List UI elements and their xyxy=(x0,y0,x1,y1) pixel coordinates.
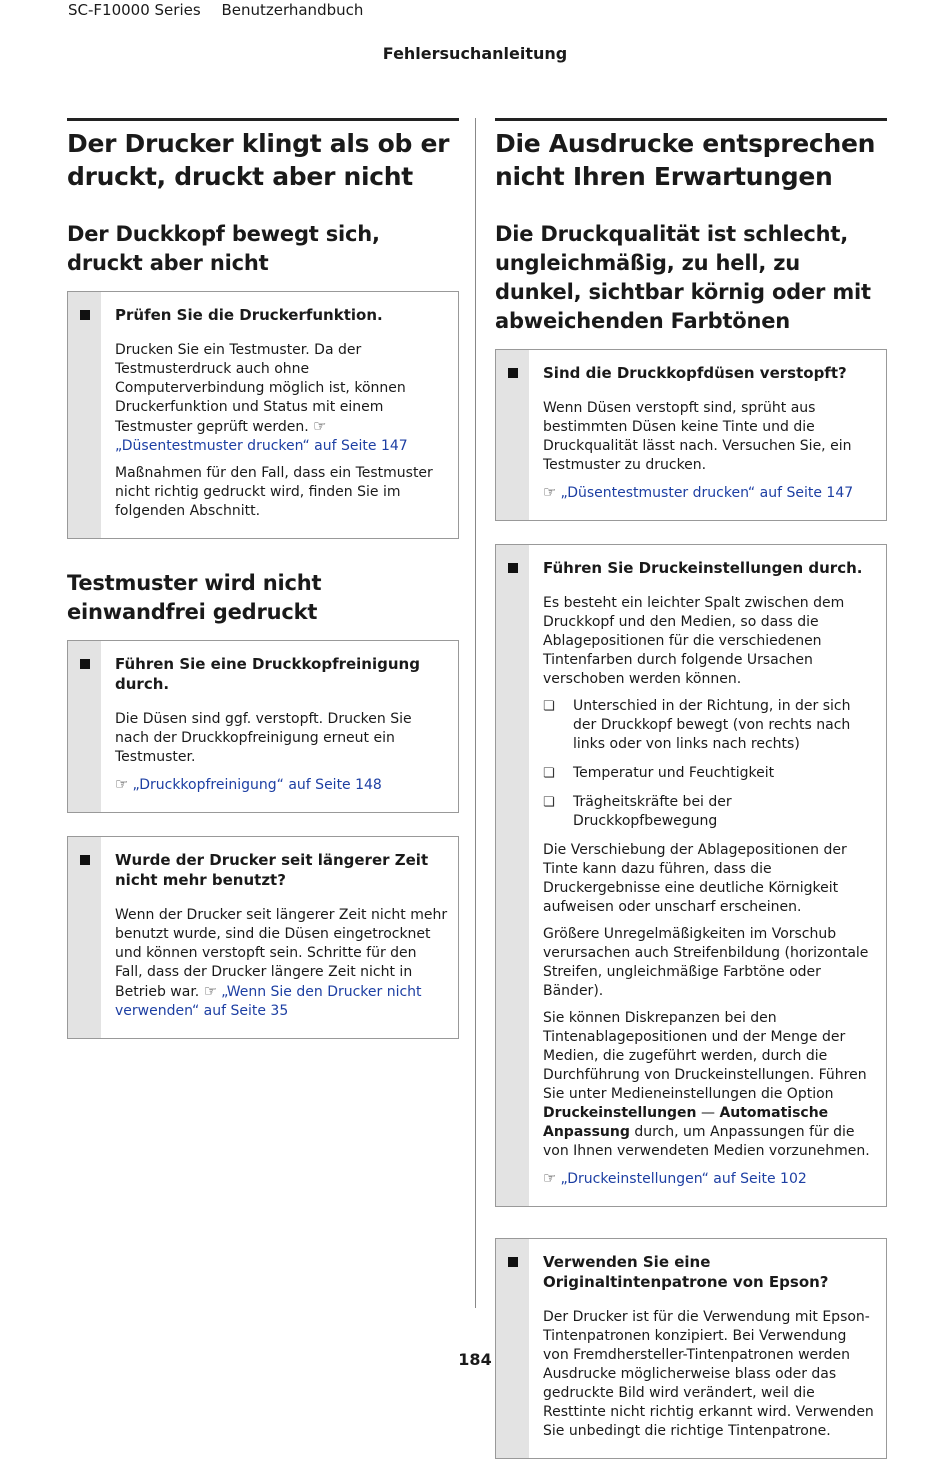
box-question: Führen Sie eine Druckkopfreinigung durch. xyxy=(115,655,420,693)
link-print-adjustments[interactable]: „Druckeinstellungen“ auf Seite 102 xyxy=(560,1171,807,1187)
box-question: Wurde der Drucker seit längerer Zeit nicht mehr benutzt? xyxy=(115,851,429,889)
bullet-item: ❏ Unterschied in der Richtung, in der sich der Druckkopf bewegt (von rechts nach links oder von links nach rechts) xyxy=(543,698,851,752)
check-box-nozzles-clogged xyxy=(495,349,887,521)
check-box-original-ink xyxy=(495,1238,887,1459)
black-square-icon xyxy=(80,310,90,320)
box-question: Verwenden Sie eine Originaltintenpatrone von Epson? xyxy=(543,1253,829,1291)
box-link-line xyxy=(543,483,876,503)
pointing-hand-icon: ☞ xyxy=(313,417,327,435)
link-nozzle-check[interactable]: „Düsentestmuster drucken“ auf Seite 147 xyxy=(115,438,408,454)
left-column xyxy=(67,118,459,1039)
black-square-icon xyxy=(80,855,90,865)
link-not-using-printer[interactable]: „Wenn Sie den Drucker nicht verwenden“ auf Seite 35 xyxy=(115,984,422,1019)
pointing-hand-icon: ☞ xyxy=(203,982,218,1000)
section-title: Fehlersuchanleitung xyxy=(382,44,568,63)
subheading-head-moves: Der Duckkopf bewegt sich, druckt aber nicht xyxy=(67,222,380,275)
box-link-line xyxy=(543,1169,876,1189)
right-column xyxy=(495,118,887,1459)
column-divider xyxy=(475,118,476,1308)
page-number: 184 xyxy=(458,1350,492,1369)
box-question: Führen Sie Druckeinstellungen durch. xyxy=(543,559,863,577)
pointing-hand-icon: ☞ xyxy=(543,483,557,501)
right-heading: Die Ausdrucke entsprechen nicht Ihren Erwartungen xyxy=(495,118,887,193)
checkbox-icon: ❏ xyxy=(543,766,555,781)
box-paragraph: Maßnahmen für den Fall, dass ein Testmuster nicht richtig gedruckt wird, finden Sie im folgenden Abschnitt. xyxy=(115,465,433,519)
link-head-cleaning[interactable]: „Druckkopfreinigung“ auf Seite 148 xyxy=(132,777,382,793)
black-square-icon xyxy=(508,563,518,573)
bullet-item: ❏ Trägheitskräfte bei der Druckkopfbewegung xyxy=(543,794,732,829)
black-square-icon xyxy=(508,1257,518,1267)
black-square-icon xyxy=(80,659,90,669)
box-link-line xyxy=(115,775,448,795)
checkbox-icon: ❏ xyxy=(543,795,555,810)
link-nozzle-check[interactable]: „Düsentestmuster drucken“ auf Seite 147 xyxy=(560,485,854,501)
check-box-printer-function xyxy=(67,291,459,539)
box-paragraph: Drucken Sie ein Testmuster. Da der Testmusterdruck auch ohne Computerverbindung möglich ist, können Druckerfunktion und Status mit einem Testmuster geprüft werden. ☞„Düsentestmuster drucken“ auf Seite 147 xyxy=(115,342,408,454)
check-box-head-cleaning xyxy=(67,640,459,813)
running-header xyxy=(68,0,363,20)
pointing-hand-icon: ☞ xyxy=(115,775,129,793)
box-paragraph: Sie können Diskrepanzen bei den Tintenablagepositionen und der Menge der Medien, die zugeführt werden, durch die Durchführung von Druckeinstellungen. Führen Sie unter Medieneinstellungen die Option Druckeinstellungen — Automatische Anpassung durch, um Anpassungen für die von Ihnen verwendeten Medien vorzunehmen. xyxy=(543,1010,870,1159)
checkbox-icon: ❏ xyxy=(543,699,555,714)
box-paragraph: Es besteht ein leichter Spalt zwischen dem Druckkopf und den Medien, so dass die Ablagepositionen für die verschiedenen Tintenfarben durch folgende Ursachen verschoben werden können. xyxy=(543,595,845,687)
manual-name: Benutzerhandbuch xyxy=(221,1,364,19)
product-name: SC-F10000 Series xyxy=(68,1,201,19)
box-question: Sind die Druckkopfdüsen verstopft? xyxy=(543,364,847,382)
box-paragraph: Die Düsen sind ggf. verstopft. Drucken Sie nach der Druckkopfreinigung erneut ein Testmuster. xyxy=(115,711,412,765)
box-paragraph: Wenn der Drucker seit längerer Zeit nicht mehr benutzt wurde, sind die Düsen eingetrocknet und können verstopft sein. Schritte für den Fall, dass der Drucker längere Zeit nicht in Betrieb war. ☞ „Wenn Sie den Drucker nicht verwenden“ auf Seite 35 xyxy=(115,907,448,1019)
box-paragraph: Der Drucker ist für die Verwendung mit Epson-Tintenpatronen konzipiert. Bei Verwendung von Fremdhersteller-Tintenpatronen werden Ausdrucke möglicherweise blass oder das gedruckte Bild wird verändert, weil die Resttinte nicht richtig erkannt wird. Verwenden Sie unbedingt die richtige Tintenpatrone. xyxy=(543,1309,874,1439)
pointing-hand-icon: ☞ xyxy=(543,1169,557,1187)
bullet-item: ❏ Temperatur und Feuchtigkeit xyxy=(543,765,775,781)
subheading-print-quality: Die Druckqualität ist schlecht, ungleichmäßig, zu hell, zu dunkel, sichtbar körnig oder mit abweichenden Farbtönen xyxy=(495,222,871,333)
subheading-test-pattern: Testmuster wird nicht einwandfrei gedruckt xyxy=(67,571,322,624)
box-paragraph: Wenn Düsen verstopft sind, sprüht aus bestimmten Düsen keine Tinte und die Druckqualität lässt nach. Versuchen Sie, ein Testmuster zu drucken. xyxy=(543,400,852,473)
check-box-long-unused xyxy=(67,836,459,1039)
black-square-icon xyxy=(508,368,518,378)
box-question: Prüfen Sie die Druckerfunktion. xyxy=(115,306,383,324)
check-box-print-adjustments xyxy=(495,544,887,1207)
box-paragraph: Größere Unregelmäßigkeiten im Vorschub verursachen auch Streifenbildung (horizontale Streifen, ungleichmäßige Farbtöne oder Bänder). xyxy=(543,926,869,999)
box-paragraph: Die Verschiebung der Ablagepositionen der Tinte kann dazu führen, dass die Druckergebnisse eine deutliche Körnigkeit aufweisen oder unscharf erscheinen. xyxy=(543,842,847,915)
left-heading: Der Drucker klingt als ob er druckt, druckt aber nicht xyxy=(67,118,459,193)
